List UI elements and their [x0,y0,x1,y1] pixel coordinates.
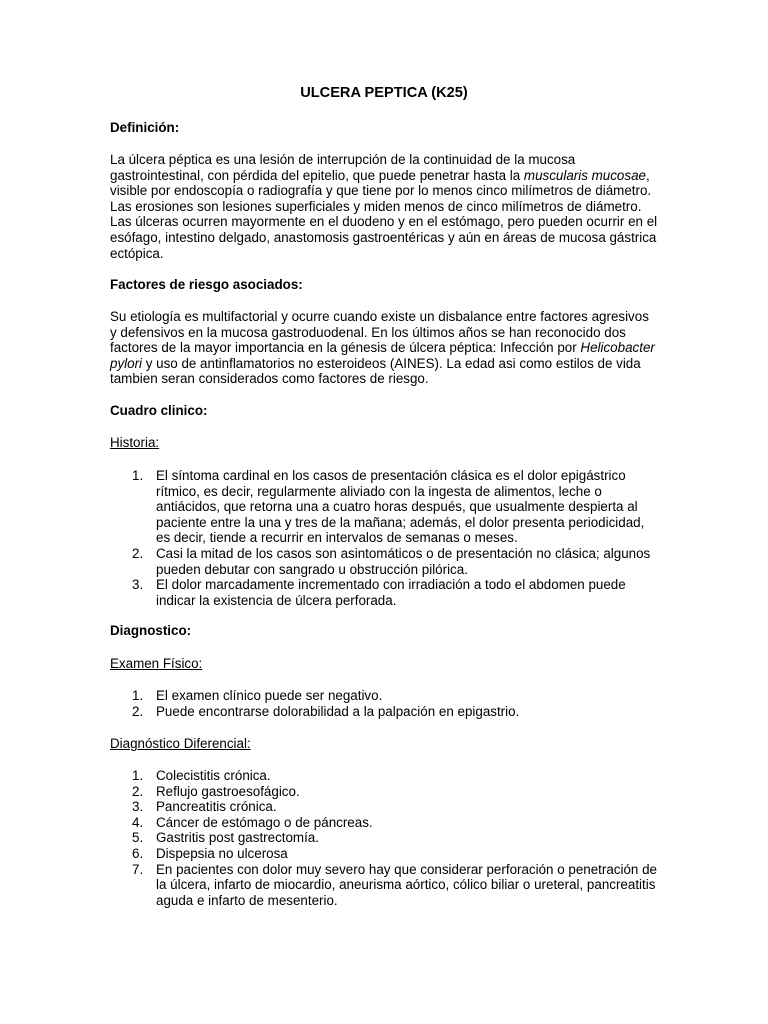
list-item-number: 3. [132,577,144,593]
list-item-number: 5. [132,830,144,846]
cuadro-heading [110,403,658,419]
list-item-number: 7. [132,861,144,877]
list-item [110,830,658,846]
historia-subheading: Historia: [110,435,160,450]
cuadro-heading-text: Cuadro clinico [110,403,204,418]
list-item-number: 3. [132,799,144,815]
definicion-heading-text: Definición [110,120,175,135]
list-item-text: El síntoma cardinal en los casos de presentación clásica es el dolor epigástrico rítmico, es decir, regularmente aliviado con la ingesta de alimentos, leche o antiácidos, que retorna una a cuatro horas después, que usualmente despierta al paciente entre la una y tres de la mañana; además, el dolor presenta periodicidad, es decir, tiende a recurrir en intervalos de semanas o meses. [156,468,645,546]
definicion-italic-term: muscularis mucosae [523,167,646,183]
list-item-text: Pancreatitis crónica. [156,799,277,815]
factores-heading [110,277,658,293]
list-item-number: 2. [132,703,144,719]
diagnostico-diferencial-subheading: Diagnóstico Diferencial: [110,736,251,751]
document-title: ULCERA PEPTICA (K25) [300,85,468,101]
list-item [110,862,658,909]
list-item-text: Cáncer de estómago o de páncreas. [156,814,373,830]
list-item [110,546,658,577]
examen-fisico-subheading: Examen Físico: [110,656,203,671]
list-item [110,846,658,862]
diagnostico-diferencial-list [110,768,658,908]
list-item-text: Puede encontrarse dolorabilidad a la palpación en epigastrio. [156,703,520,719]
list-item [110,577,658,608]
list-item-text: Casi la mitad de los casos son asintomáticos o de presentación no clásica; algunos pueden debutar con sangrado u obstrucción pilórica. [156,545,651,577]
factores-text-2: y uso de antinflamatorios no esteroideos (AINES). La edad asi como estilos de vida tambien seran considerados como factores de riesgo. [110,355,641,387]
list-item-text: Reflujo gastroesofágico. [156,783,300,799]
diagnostico-heading-text: Diagnostico [110,623,187,638]
definicion-text-1: La úlcera péptica es una lesión de interrupción de la continuidad de la mucosa gastrointestinal, con pérdida del epitelio, que puede penetrar hasta la [110,152,576,183]
list-item-text: En pacientes con dolor muy severo hay que considerar perforación o penetración de la úlcera, infarto de miocardio, aneurisma aórtico, cólico biliar o ureteral, pancreatitis aguda e infarto de mesenterio. [156,861,657,908]
list-item-number: 4. [132,814,144,830]
list-item-number: 1. [132,468,144,483]
examen-fisico-list [110,688,658,719]
list-item-text: Gastritis post gastrectomía. [156,830,319,846]
cuadro-heading-colon: : [203,403,208,418]
factores-heading-colon: : [298,277,303,292]
definicion-text-2: , visible por endoscopía o radiografía y que tiene por lo menos cinco milímetros de diámetro. Las erosiones son lesiones superficiales y miden menos de cinco milímetros de diámetro. Las úlceras ocurren mayormente en el duodeno y en el estómago, pero pueden ocurrir en el esófago, intestino delgado, anastomosis gastroentéricas y aún en áreas de mucosa gástrica ectópica. [110,167,658,261]
list-item [110,784,658,800]
list-item-text: Dispepsia no ulcerosa [156,845,288,861]
list-item-number: 6. [132,845,144,861]
list-item [110,688,658,704]
factores-paragraph [110,309,658,387]
factores-italic-term: Helicobacter pylori [110,340,655,371]
list-item [110,468,658,546]
list-item [110,704,658,720]
definicion-heading [110,120,658,136]
list-item [110,815,658,831]
historia-list [110,468,658,608]
diagnostico-heading-colon: : [186,623,192,638]
list-item-text: Colecistitis crónica. [156,768,271,783]
list-item-text: El examen clínico puede ser negativo. [156,688,383,703]
list-item-number: 1. [132,768,144,783]
factores-heading-text: Factores de riesgo asociados [110,277,299,292]
list-item [110,799,658,815]
list-item [110,768,658,784]
list-item-text: El dolor marcadamente incrementado con irradiación a todo el abdomen puede indicar la existencia de úlcera perforada. [156,577,626,608]
definicion-heading-colon: : [174,120,180,135]
list-item-number: 2. [132,545,144,561]
list-item-number: 1. [132,688,144,703]
list-item-number: 2. [132,783,144,799]
factores-text-1: Su etiología es multifactorial y ocurre cuando existe un disbalance entre factores agresivos y defensivos en la mucosa gastroduodenal. En los últimos años se han reconocido dos factores de la mayor importancia en la génesis de úlcera péptica: Infección por [110,309,649,356]
definicion-paragraph [110,152,658,261]
diagnostico-heading [110,623,658,639]
